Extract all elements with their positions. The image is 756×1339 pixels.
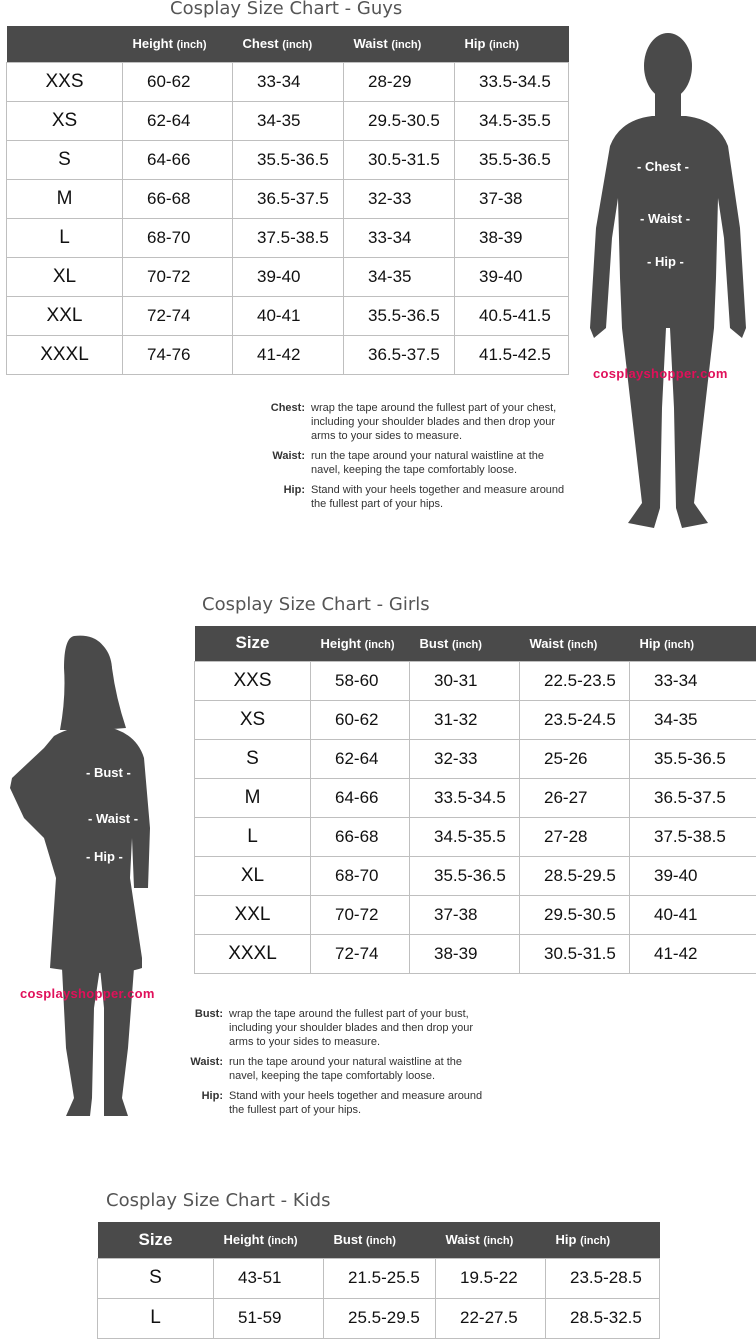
table-row: [195, 739, 756, 778]
table-row: [195, 856, 756, 895]
measurement-cell: 39-40: [455, 257, 569, 296]
column-header-label: Hip: [640, 636, 661, 651]
size-cell: XS: [7, 101, 123, 140]
measurement-cell: 33.5-34.5: [410, 778, 520, 817]
measurement-cell: 66-68: [311, 817, 410, 856]
measurement-cell: 29.5-30.5: [520, 895, 630, 934]
note-hip: [255, 483, 565, 511]
measurement-cell: 19.5-22: [436, 1258, 546, 1298]
column-header-unit: (inch): [489, 39, 519, 51]
measurement-cell: 37.5-38.5: [630, 817, 756, 856]
measurement-cell: 23.5-28.5: [546, 1258, 660, 1298]
measurement-cell: 23.5-24.5: [520, 700, 630, 739]
column-header-label: Bust: [334, 1232, 367, 1247]
table-row: [7, 218, 569, 257]
measurement-cell: 62-64: [311, 739, 410, 778]
table-row: [7, 101, 569, 140]
measurement-cell: 28-29: [344, 62, 455, 101]
measurement-cell: 58-60: [311, 661, 410, 700]
note-label: Bust:: [183, 1007, 223, 1049]
brand-watermark: cosplayshopper.com: [593, 366, 728, 381]
measurement-cell: 34.5-35.5: [455, 101, 569, 140]
measurement-cell: 32-33: [410, 739, 520, 778]
measurement-cell: 30-31: [410, 661, 520, 700]
measurement-cell: 30.5-31.5: [520, 934, 630, 973]
girls-measure-notes: [183, 1007, 483, 1123]
note-waist: [183, 1055, 483, 1083]
measurement-cell: 33-34: [233, 62, 344, 101]
measurement-cell: 37-38: [455, 179, 569, 218]
column-header-label: Height: [133, 36, 173, 51]
note-text: Stand with your heels together and measure around the fullest part of your hips.: [229, 1089, 483, 1117]
note-label: Hip:: [255, 483, 305, 511]
figure-label-waist: - Waist -: [640, 211, 690, 226]
column-header-unit: (inch): [268, 1235, 298, 1247]
column-header-label: Size: [235, 633, 269, 652]
size-cell: XL: [195, 856, 311, 895]
measurement-cell: 25.5-29.5: [324, 1298, 436, 1338]
table-row: [195, 934, 756, 973]
table-row: [98, 1258, 660, 1298]
measurement-cell: 72-74: [123, 296, 233, 335]
measurement-cell: 39-40: [630, 856, 756, 895]
column-header: [630, 626, 756, 661]
column-header: [123, 26, 233, 62]
measurement-cell: 22.5-23.5: [520, 661, 630, 700]
measurement-cell: 35.5-36.5: [344, 296, 455, 335]
table-header-row: [98, 1222, 660, 1258]
measurement-cell: 28.5-32.5: [546, 1298, 660, 1338]
column-header-label: Waist: [530, 636, 564, 651]
note-bust: [183, 1007, 483, 1049]
measurement-cell: 51-59: [214, 1298, 324, 1338]
measurement-cell: 28.5-29.5: [520, 856, 630, 895]
size-cell: XXXL: [7, 335, 123, 374]
column-header: [233, 26, 344, 62]
figure-label-chest: - Chest -: [637, 159, 689, 174]
column-header: [455, 26, 569, 62]
column-header: [195, 626, 311, 661]
column-header-unit: (inch): [452, 639, 482, 651]
measurement-cell: 41.5-42.5: [455, 335, 569, 374]
size-cell: XS: [195, 700, 311, 739]
note-label: Waist:: [255, 449, 305, 477]
measurement-cell: 29.5-30.5: [344, 101, 455, 140]
measurement-cell: 64-66: [123, 140, 233, 179]
note-text: run the tape around your natural waistline at the navel, keeping the tape comfortably loose.: [229, 1055, 483, 1083]
measurement-cell: 34.5-35.5: [410, 817, 520, 856]
size-cell: XXS: [7, 62, 123, 101]
size-cell: S: [195, 739, 311, 778]
table-header-row: [7, 26, 569, 62]
column-header: [344, 26, 455, 62]
measurement-cell: 60-62: [311, 700, 410, 739]
measurement-cell: 35.5-36.5: [630, 739, 756, 778]
column-header-unit: (inch): [580, 1235, 610, 1247]
measurement-cell: 41-42: [630, 934, 756, 973]
table-row: [195, 895, 756, 934]
column-header-label: Hip: [465, 36, 486, 51]
note-label: Hip:: [183, 1089, 223, 1117]
measurement-cell: 72-74: [311, 934, 410, 973]
note-label: Chest:: [255, 401, 305, 443]
measurement-cell: 37-38: [410, 895, 520, 934]
column-header: [7, 26, 123, 62]
column-header: [546, 1222, 660, 1258]
size-cell: S: [98, 1258, 214, 1298]
column-header-unit: (inch): [664, 639, 694, 651]
column-header-label: Size: [138, 1230, 172, 1249]
measurement-cell: 60-62: [123, 62, 233, 101]
table-row: [7, 140, 569, 179]
table-row: [7, 62, 569, 101]
size-cell: M: [7, 179, 123, 218]
measurement-cell: 35.5-36.5: [233, 140, 344, 179]
table-row: [7, 257, 569, 296]
size-cell: M: [195, 778, 311, 817]
table-row: [7, 335, 569, 374]
column-header: [311, 626, 410, 661]
size-cell: L: [195, 817, 311, 856]
measurement-cell: 37.5-38.5: [233, 218, 344, 257]
figure-label-bust: - Bust -: [86, 765, 131, 780]
size-cell: L: [7, 218, 123, 257]
guys-measure-notes: [255, 401, 565, 517]
measurement-cell: 34-35: [630, 700, 756, 739]
measurement-cell: 64-66: [311, 778, 410, 817]
note-label: Waist:: [183, 1055, 223, 1083]
column-header-unit: (inch): [366, 1235, 396, 1247]
figure-label-hip: - Hip -: [647, 254, 684, 269]
measurement-cell: 33-34: [630, 661, 756, 700]
size-cell: L: [98, 1298, 214, 1338]
measurement-cell: 66-68: [123, 179, 233, 218]
measurement-cell: 38-39: [455, 218, 569, 257]
column-header-unit: (inch): [567, 639, 597, 651]
note-text: wrap the tape around the fullest part of your chest, including your shoulder blades and then drop your arms to your sides to measure.: [311, 401, 565, 443]
column-header: [410, 626, 520, 661]
measurement-cell: 40-41: [630, 895, 756, 934]
column-header: [520, 626, 630, 661]
girls-size-table: [194, 626, 756, 974]
measurement-cell: 39-40: [233, 257, 344, 296]
guys-size-table: [6, 26, 569, 375]
size-cell: XL: [7, 257, 123, 296]
column-header-unit: (inch): [177, 39, 207, 51]
size-cell: XXL: [195, 895, 311, 934]
figure-label-waist: - Waist -: [88, 811, 138, 826]
measurement-cell: 40.5-41.5: [455, 296, 569, 335]
measurement-cell: 31-32: [410, 700, 520, 739]
measurement-cell: 34-35: [233, 101, 344, 140]
measurement-cell: 21.5-25.5: [324, 1258, 436, 1298]
measurement-cell: 32-33: [344, 179, 455, 218]
measurement-cell: 36.5-37.5: [630, 778, 756, 817]
size-cell: XXXL: [195, 934, 311, 973]
column-header: [324, 1222, 436, 1258]
column-header-label: Height: [321, 636, 361, 651]
measurement-cell: 68-70: [311, 856, 410, 895]
column-header-label: Height: [224, 1232, 264, 1247]
guys-chart-title: Cosplay Size Chart - Guys: [170, 0, 402, 19]
size-cell: XXS: [195, 661, 311, 700]
measurement-cell: 30.5-31.5: [344, 140, 455, 179]
column-header-unit: (inch): [391, 39, 421, 51]
table-row: [195, 817, 756, 856]
measurement-cell: 62-64: [123, 101, 233, 140]
measurement-cell: 33-34: [344, 218, 455, 257]
measurement-cell: 40-41: [233, 296, 344, 335]
column-header-unit: (inch): [282, 39, 312, 51]
kids-chart-title: Cosplay Size Chart - Kids: [106, 1190, 330, 1211]
measurement-cell: 36.5-37.5: [233, 179, 344, 218]
measurement-cell: 70-72: [311, 895, 410, 934]
table-row: [7, 179, 569, 218]
column-header-label: Waist: [446, 1232, 480, 1247]
table-header-row: [195, 626, 756, 661]
measurement-cell: 25-26: [520, 739, 630, 778]
column-header-label: Bust: [420, 636, 453, 651]
note-text: Stand with your heels together and measure around the fullest part of your hips.: [311, 483, 565, 511]
table-row: [195, 700, 756, 739]
note-hip: [183, 1089, 483, 1117]
male-silhouette-icon: [590, 28, 750, 533]
table-row: [195, 661, 756, 700]
note-text: wrap the tape around the fullest part of your bust, including your shoulder blades and then drop your arms to your sides to measure.: [229, 1007, 483, 1049]
female-silhouette-icon: [4, 628, 164, 1120]
measurement-cell: 35.5-36.5: [410, 856, 520, 895]
girls-chart-title: Cosplay Size Chart - Girls: [202, 594, 430, 615]
measurement-cell: 70-72: [123, 257, 233, 296]
measurement-cell: 36.5-37.5: [344, 335, 455, 374]
column-header-label: Hip: [556, 1232, 577, 1247]
size-cell: XXL: [7, 296, 123, 335]
column-header: [98, 1222, 214, 1258]
table-row: [98, 1298, 660, 1338]
column-header-label: Chest: [243, 36, 279, 51]
column-header: [436, 1222, 546, 1258]
note-text: run the tape around your natural waistline at the navel, keeping the tape comfortably loose.: [311, 449, 565, 477]
measurement-cell: 26-27: [520, 778, 630, 817]
size-cell: S: [7, 140, 123, 179]
column-header-label: Waist: [354, 36, 388, 51]
measurement-cell: 33.5-34.5: [455, 62, 569, 101]
measurement-cell: 43-51: [214, 1258, 324, 1298]
table-row: [195, 778, 756, 817]
measurement-cell: 38-39: [410, 934, 520, 973]
measurement-cell: 22-27.5: [436, 1298, 546, 1338]
measurement-cell: 35.5-36.5: [455, 140, 569, 179]
column-header-unit: (inch): [483, 1235, 513, 1247]
column-header-unit: (inch): [365, 639, 395, 651]
brand-watermark: cosplayshopper.com: [20, 986, 155, 1001]
measurement-cell: 27-28: [520, 817, 630, 856]
measurement-cell: 41-42: [233, 335, 344, 374]
measurement-cell: 34-35: [344, 257, 455, 296]
measurement-cell: 74-76: [123, 335, 233, 374]
kids-size-table: [97, 1222, 660, 1339]
table-row: [7, 296, 569, 335]
note-chest: [255, 401, 565, 443]
measurement-cell: 68-70: [123, 218, 233, 257]
note-waist: [255, 449, 565, 477]
figure-label-hip: - Hip -: [86, 849, 123, 864]
column-header: [214, 1222, 324, 1258]
